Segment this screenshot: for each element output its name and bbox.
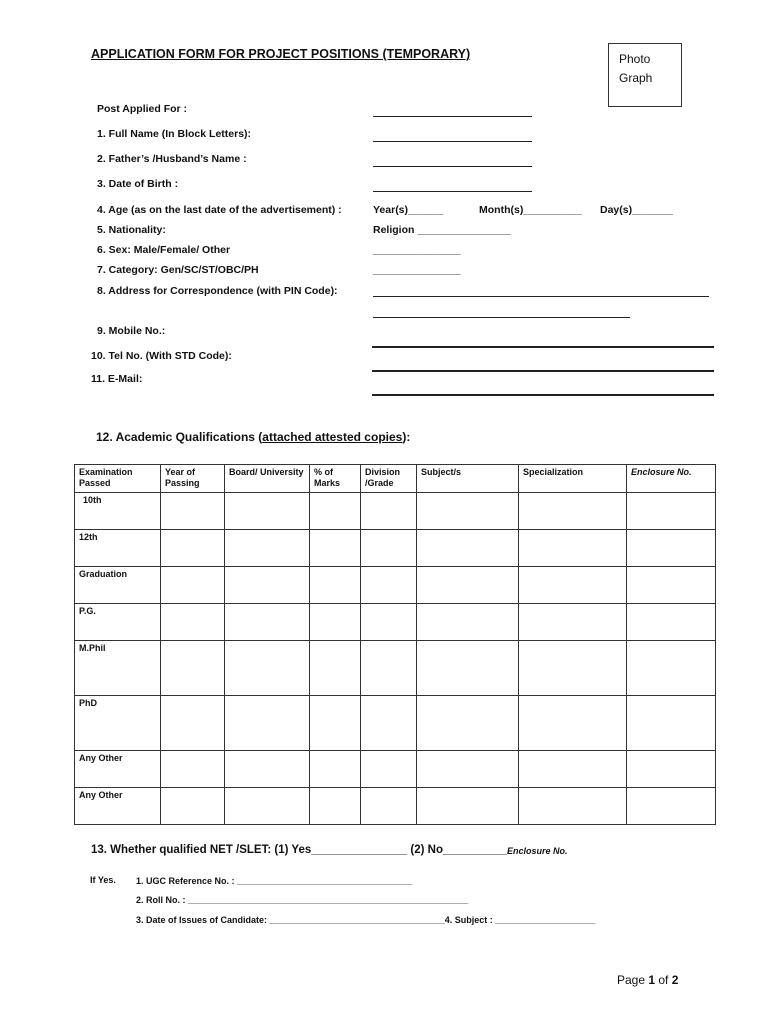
entry-cell[interactable] [161,567,225,604]
entry-cell[interactable] [361,567,417,604]
entry-cell[interactable] [519,751,627,788]
entry-cell[interactable] [310,788,361,825]
entry-cell[interactable] [310,696,361,751]
age-day-field[interactable]: Day(s)_______ [600,204,673,216]
table-row [75,641,716,696]
entry-cell[interactable] [361,641,417,696]
entry-cell[interactable] [161,788,225,825]
col-division: Division /Grade [361,465,417,493]
entry-cell[interactable] [361,788,417,825]
entry-cell[interactable] [310,641,361,696]
col-specialization: Specialization [519,465,627,493]
entry-cell[interactable] [361,604,417,641]
entry-cell[interactable] [519,641,627,696]
email-label: 11. E-Mail: [91,373,143,385]
nationality-label: 5. Nationality: [97,224,166,236]
entry-cell[interactable] [225,493,310,530]
dob-line[interactable] [373,191,532,192]
entry-cell[interactable] [519,530,627,567]
entry-cell[interactable] [417,751,519,788]
sex-field[interactable]: _______________ [373,244,461,256]
entry-cell[interactable] [417,530,519,567]
entry-cell[interactable] [519,696,627,751]
entry-cell[interactable] [225,567,310,604]
entry-cell[interactable] [310,751,361,788]
entry-cell[interactable] [225,530,310,567]
father-husband-label: 2. Father’s /Husband’s Name : [97,153,247,165]
table-row [75,696,716,751]
entry-cell[interactable] [417,641,519,696]
col-enclosure: Enclosure No. [627,465,716,493]
tel-label: 10. Tel No. (With STD Code): [91,350,232,362]
exam-name-cell: Any Other [75,788,161,825]
entry-cell[interactable] [627,567,716,604]
entry-cell[interactable] [161,751,225,788]
page-current: 1 [648,973,656,987]
entry-cell[interactable] [225,788,310,825]
entry-cell[interactable] [627,641,716,696]
table-row [75,604,716,641]
entry-cell[interactable] [161,530,225,567]
form-title: APPLICATION FORM FOR PROJECT POSITIONS (TEMPORARY) [91,47,471,61]
if-yes-label: If Yes. [90,875,116,885]
entry-cell[interactable] [417,493,519,530]
entry-cell[interactable] [627,696,716,751]
entry-cell[interactable] [161,493,225,530]
email-line[interactable] [372,394,714,396]
entry-cell[interactable] [519,567,627,604]
academic-heading-prefix: 12. Academic Qualifications ( [96,430,263,444]
col-marks: % of Marks [310,465,361,493]
entry-cell[interactable] [225,641,310,696]
mobile-line[interactable] [372,346,714,348]
address-label: 8. Address for Correspondence (with PIN Code): [97,285,338,297]
entry-cell[interactable] [519,788,627,825]
exam-name-cell: PhD [75,696,161,751]
entry-cell[interactable] [161,641,225,696]
mobile-label: 9. Mobile No.: [97,325,166,337]
category-label: 7. Category: Gen/SC/ST/OBC/PH [97,264,259,276]
exam-name-cell: Graduation [75,567,161,604]
entry-cell[interactable] [225,696,310,751]
page-of: of [655,973,672,987]
entry-cell[interactable] [627,751,716,788]
table-row [75,530,716,567]
entry-cell[interactable] [361,530,417,567]
academic-heading [96,430,410,444]
entry-cell[interactable] [417,696,519,751]
entry-cell[interactable] [225,604,310,641]
age-label: 4. Age (as on the last date of the advertisement) : [97,204,342,216]
net-enclosure-label: Enclosure No. [507,846,568,856]
entry-cell[interactable] [627,530,716,567]
table-row [75,567,716,604]
dob-label: 3. Date of Birth : [97,178,179,190]
entry-cell[interactable] [310,604,361,641]
academic-heading-suffix: ): [402,430,411,444]
academic-heading-link: attached attested copies [262,430,403,444]
full-name-line[interactable] [373,141,532,142]
exam-name-cell: 10th [75,493,161,530]
entry-cell[interactable] [310,567,361,604]
post-applied-line[interactable] [373,116,532,117]
table-row [75,751,716,788]
photo-label: Photo [619,52,651,66]
exam-name-cell: M.Phil [75,641,161,696]
table-row [75,493,716,530]
table-row [75,788,716,825]
post-applied-label: Post Applied For : [97,103,188,115]
full-name-label: 1. Full Name (In Block Letters): [97,128,252,140]
table-header-row [75,465,716,493]
entry-cell[interactable] [361,493,417,530]
age-year-field[interactable]: Year(s)______ [373,204,444,216]
exam-name-cell: Any Other [75,751,161,788]
col-examination: Examination Passed [75,465,161,493]
page-total: 2 [671,973,679,987]
graph-label: Graph [619,71,653,85]
address-line-2[interactable] [373,317,630,318]
col-year: Year of Passing [161,465,225,493]
entry-cell[interactable] [627,604,716,641]
religion-field[interactable]: Religion ________________ [373,224,511,236]
tel-line[interactable] [372,370,714,372]
exam-name-cell: 12th [75,530,161,567]
age-month-field[interactable]: Month(s)__________ [479,204,582,216]
entry-cell[interactable] [310,530,361,567]
entry-cell[interactable] [361,696,417,751]
father-husband-line[interactable] [373,166,532,167]
entry-cell[interactable] [417,604,519,641]
sex-label: 6. Sex: Male/Female/ Other [97,244,231,256]
category-field[interactable]: _______________ [373,264,461,276]
entry-cell[interactable] [161,696,225,751]
page-number [617,973,678,987]
academic-table [74,464,716,825]
entry-cell[interactable] [361,751,417,788]
date-issue-field[interactable]: 3. Date of Issues of Candidate: ___________________________________4. Subject : ____________________ [136,915,596,925]
col-board: Board/ University [225,465,310,493]
entry-cell[interactable] [519,604,627,641]
photo-box [608,43,682,107]
roll-no-field[interactable]: 2. Roll No. : ________________________________________________________ [136,895,469,905]
entry-cell[interactable] [161,604,225,641]
page-prefix: Page [617,973,649,987]
entry-cell[interactable] [310,493,361,530]
entry-cell[interactable] [225,751,310,788]
entry-cell[interactable] [627,493,716,530]
entry-cell[interactable] [519,493,627,530]
net-question: 13. Whether qualified NET /SLET: (1) Yes_______________ (2) No__________ [91,844,507,856]
ugc-ref-field[interactable]: 1. UGC Reference No. : ___________________________________ [136,876,413,886]
address-line-1[interactable] [373,296,709,297]
entry-cell[interactable] [627,788,716,825]
entry-cell[interactable] [417,567,519,604]
entry-cell[interactable] [417,788,519,825]
exam-name-cell: P.G. [75,604,161,641]
col-subject: Subject/s [417,465,519,493]
